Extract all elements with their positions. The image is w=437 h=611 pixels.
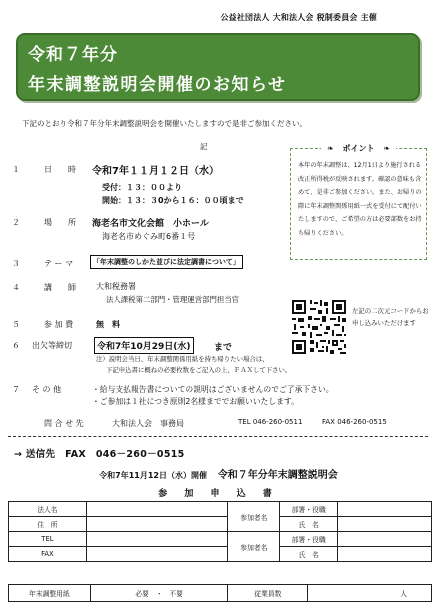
item-theme-value: 「年末調整のしかた並びに法定調書について」 <box>90 255 243 269</box>
leaf-icon: ❧ <box>324 144 337 153</box>
qr-note: 左記の二次元コードからお申し込みいただけます <box>352 307 429 327</box>
item-theme-label: テ ー マ <box>44 259 74 268</box>
leaf-icon: ❧ <box>380 144 393 153</box>
ki-heading: 記 <box>200 142 208 151</box>
item-deadline-value: 令和7年10月29日(水) <box>94 337 194 354</box>
form-heading <box>0 466 437 481</box>
organizer: 公益社団法人 大和法人会 税制委員会 主催 <box>220 13 377 22</box>
item-fee-number: ５ <box>12 320 20 329</box>
employees-input[interactable] <box>308 585 432 602</box>
corp-input[interactable] <box>86 502 228 517</box>
tel-label: TEL <box>9 532 87 547</box>
application-title: 参 加 申 込 書 <box>158 489 279 499</box>
addr-label: 住 所 <box>9 517 87 532</box>
cut-line <box>8 436 428 437</box>
attendee2-dept-label: 部署・役職 <box>280 532 338 547</box>
item-deadline-suffix: まで <box>214 343 233 353</box>
form-date: 令和7年11月12日（水）開催 <box>99 471 208 480</box>
attendee1-dept-input[interactable] <box>338 502 432 517</box>
item-deadline-note1: 注）説明会当日、年末調整関係用紙を持ち帰りたい場合は、 <box>96 355 269 363</box>
contact-label: 問 合 せ 先 <box>44 419 84 428</box>
item-deadline-note2: 下記申込書に概ねの必要枚数をご記入の上、ＦＡＸして下さい。 <box>106 366 292 374</box>
item-lecturer-label: 講 師 <box>44 283 76 292</box>
contact-org: 大和法人会 事務局 <box>112 419 184 428</box>
item-other-number: ７ <box>12 385 20 394</box>
item-date-open: 開始：１３：３0から１６：００頃まで <box>102 196 244 205</box>
employees-unit: 人 <box>400 590 407 598</box>
item-place-value: 海老名市文化会館 小ホール <box>92 219 209 229</box>
fax-label: FAX <box>9 547 87 562</box>
intro-text: 下記のとおり令和７年分年末調整説明会を開催いたしますので是非ご参加ください。 <box>22 119 307 128</box>
corp-label: 法人名 <box>9 502 87 517</box>
item-lecturer-line1: 大和税務署 <box>96 282 136 291</box>
fax-destination: → 送信先 FAX 046－260－0515 <box>14 449 185 460</box>
item-fee-label: 参 加 費 <box>44 320 74 329</box>
point-title <box>290 143 427 154</box>
contact-tel: TEL 046-260-0511 <box>238 418 303 426</box>
item-lecturer-line2: 法人課税第二部門・管理運営部門担当官 <box>106 295 240 304</box>
banner-title-line1: 令和７年分 <box>28 45 118 65</box>
item-date-number: １ <box>12 165 20 174</box>
item-fee-value: 無 料 <box>96 320 120 329</box>
footer-form <box>8 584 432 602</box>
attendee1-label: 参加者名 <box>228 502 280 532</box>
application-form <box>8 501 432 562</box>
tel-input[interactable] <box>86 532 228 547</box>
point-text: 本年の年末調整は、12月1日より施行される改正所得税が反映されます。確認の意味も含めて、是非ご参加ください。また、お帰りの際に年末調整関係用紙一式を受付にて配付いたしますので、ご希望の方は必要部数をお持ち帰りください。 <box>298 162 422 237</box>
item-place-number: ２ <box>12 218 20 227</box>
item-theme-number: ３ <box>12 259 20 268</box>
item-other-line1: ・給与支払報告書についての説明はございませんのでご了承下さい。 <box>92 385 334 394</box>
forms-label: 年末調整用紙 <box>9 585 91 602</box>
attendee2-name-label: 氏 名 <box>280 547 338 562</box>
item-other-line2: ・ご参加は１社につき原則2名様まででお願いいたします。 <box>92 397 299 406</box>
item-deadline-label: 出欠等締切 <box>32 341 72 350</box>
fax-input[interactable] <box>86 547 228 562</box>
attendee2-name-input[interactable] <box>338 547 432 562</box>
item-place-label: 場 所 <box>44 218 76 227</box>
item-other-label: そ の 他 <box>32 385 62 394</box>
item-date-value: 令和7年１１月１２日（水） <box>92 166 219 177</box>
item-date-reception: 受付：１３：００より <box>102 183 182 192</box>
banner-title-line2: 年末調整説明会開催のお知らせ <box>28 75 287 95</box>
attendee2-dept-input[interactable] <box>338 532 432 547</box>
form-title: 令和７年分年末調整説明会 <box>217 470 338 481</box>
item-place-address: 海老名市めぐみ町6番１号 <box>102 232 196 241</box>
qr-code[interactable] <box>290 298 348 356</box>
attendee1-name-label: 氏 名 <box>280 517 338 532</box>
attendee1-dept-label: 部署・役職 <box>280 502 338 517</box>
forms-need-choice[interactable]: 必要 ・ 不要 <box>90 585 228 602</box>
item-date-label: 日 時 <box>44 165 76 174</box>
item-lecturer-number: ４ <box>12 283 20 292</box>
employees-label: 従業員数 <box>228 585 308 602</box>
item-deadline-number: ６ <box>12 341 20 350</box>
attendee1-name-input[interactable] <box>338 517 432 532</box>
attendee2-label: 参加者名 <box>228 532 280 562</box>
addr-input[interactable] <box>86 517 228 532</box>
contact-fax: FAX 046-260-0515 <box>322 418 387 426</box>
point-title-text: ポイント <box>340 144 378 153</box>
